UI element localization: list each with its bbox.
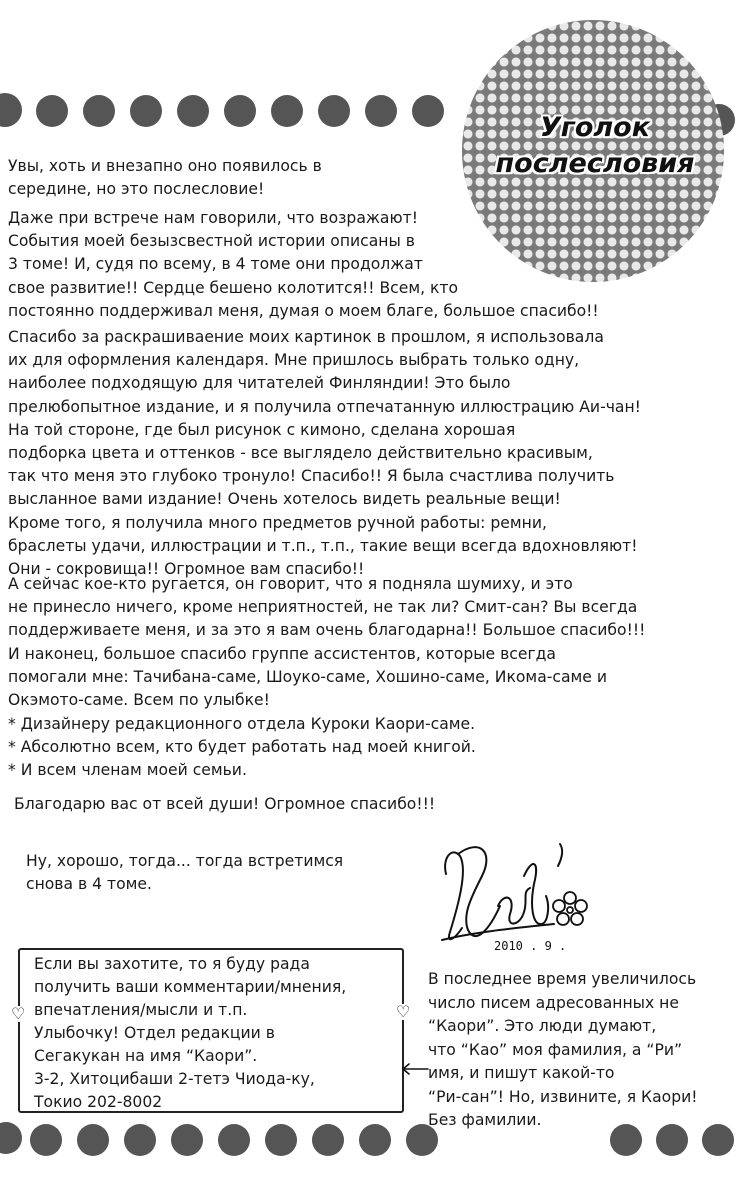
text-line: постоянно поддерживал меня, думая о моем благе, большое спасибо!! — [8, 301, 599, 320]
text-line: И наконец, большое спасибо группе ассистентов, которые всегда — [8, 645, 556, 663]
decorative-dot — [265, 1124, 297, 1156]
text-line: * Абсолютно всем, кто будет работать над моей книгой. — [8, 737, 476, 756]
text-line: Окэмото-саме. Всем по улыбке! — [8, 691, 270, 710]
text-line: Без фамилии. — [428, 1111, 542, 1129]
text-line: А сейчас кое-кто ругается, он говорит, что я подняла шумиху, и это — [8, 575, 573, 593]
text-line: Они - сокровища!! Огромное вам спасибо!! — [8, 560, 365, 579]
text-line: Увы, хоть и внезапно оно появилось в — [8, 157, 322, 175]
decorative-dot — [218, 1124, 250, 1156]
text-line: их для оформления календаря. Мне пришлось выбрать только одну, — [8, 351, 580, 370]
paragraph-meeting — [8, 207, 599, 323]
paragraph-smith — [8, 573, 645, 643]
text-line: подборка цвета и оттенков - все выглядело действительно красивым, — [8, 444, 593, 463]
text-line: Сегакукан на имя “Каори”. — [34, 1047, 258, 1065]
text-line: 3 томе! И, судя по всему, в 4 томе они продолжат — [8, 255, 423, 274]
text-line: прелюбопытное издание, и я получила отпечатанную иллюстрацию Аи-чан! — [8, 397, 641, 416]
thanks-line: Благодарю вас от всей души! Огромное спасибо!!! — [14, 795, 436, 813]
decorative-dot — [124, 1124, 156, 1156]
text-line: снова в 4 томе. — [26, 875, 152, 894]
text-line: На той стороне, где был рисунок с кимоно, сделана хорошая — [8, 420, 516, 439]
heart-icon: ♡ — [396, 1002, 411, 1021]
text-line: помогали мне: Тачибана-саме, Шоуко-саме, Хошино-саме, Икома-саме и — [8, 668, 607, 687]
address-text — [34, 953, 346, 1114]
text-line: Если вы захотите, то я буду рада — [34, 955, 310, 973]
decorative-dot — [130, 95, 162, 127]
text-line: свое развитие!! Сердце бешено колотится!! Всем, кто — [8, 278, 459, 297]
heart-icon: ♡ — [11, 1004, 26, 1023]
page-title — [460, 110, 730, 182]
text-line: середине, но это послесловие! — [8, 180, 265, 199]
decorative-dot — [702, 1124, 734, 1156]
decorative-dot — [171, 1124, 203, 1156]
text-line: События моей безызсвестной истории описаны в — [8, 232, 415, 251]
decorative-dot — [36, 95, 68, 127]
text-line: Улыбочку! Отдел редакции в — [34, 1024, 275, 1042]
decorative-dot — [30, 1124, 62, 1156]
text-line: что “Као” моя фамилия, а “Ри” — [428, 1040, 683, 1059]
decorative-dot — [271, 95, 303, 127]
decorative-dot — [318, 95, 350, 127]
title-line: послесловия — [495, 148, 695, 179]
intro-paragraph — [8, 155, 322, 201]
text-line: поддерживаете меня, и за это я вам очень благодарна!! Большое спасибо!!! — [8, 621, 646, 640]
text-line: наиболее подходящую для читателей Финляндии! Это было — [8, 374, 511, 393]
text-line: Токио 202-8002 — [34, 1093, 163, 1111]
decorative-dot — [0, 1122, 22, 1154]
text-line: Спасибо за раскрашиваение моих картинок в прошлом, я использовала — [8, 328, 604, 346]
decorative-dot — [83, 95, 115, 127]
text-line: имя, и пишут какой-то — [428, 1064, 615, 1082]
decorative-dot — [224, 95, 256, 127]
text-line: 3-2, Хитоцибаши 2-тетэ Чиода-ку, — [34, 1070, 315, 1088]
text-line: получить ваши комментарии/мнения, — [34, 978, 347, 996]
text-line: число писем адресованных не — [428, 993, 679, 1012]
paragraph-assistants — [8, 643, 607, 782]
text-line: Ну, хорошо, тогда... тогда встретимся — [26, 852, 344, 870]
decorative-dot — [359, 1124, 391, 1156]
decorative-dot — [177, 95, 209, 127]
text-line: не принесло ничего, кроме неприятностей, не так ли? Смит-сан? Вы всегда — [8, 598, 638, 617]
decorative-dot — [365, 95, 397, 127]
text-line: так что меня это глубоко тронуло! Спасибо!! Я была счастлива получить — [8, 467, 615, 486]
decorative-dot — [0, 93, 22, 127]
text-line: * И всем членам моей семьи. — [8, 761, 247, 780]
decorative-dot — [77, 1124, 109, 1156]
author-signature — [424, 836, 594, 966]
text-line: впечатления/мысли и т.п. — [34, 1001, 248, 1019]
decorative-dot — [412, 95, 444, 127]
text-line: “Каори”. Это люди думают, — [428, 1017, 657, 1035]
text-line: * Дизайнеру редакционного отдела Куроки Каори-саме. — [8, 714, 476, 733]
farewell-paragraph — [26, 850, 343, 896]
paragraph-calendar — [8, 326, 641, 581]
text-line: высланное вами издание! Очень хотелось видеть реальные вещи! — [8, 490, 561, 509]
text-line: Кроме того, я получила много предметов ручной работы: ремни, — [8, 513, 547, 532]
text-line: “Ри-сан”! Но, извините, я Каори! — [428, 1087, 698, 1106]
decorative-dot — [312, 1124, 344, 1156]
arrow-left-icon — [400, 1062, 430, 1076]
side-note — [428, 968, 698, 1133]
title-line: Уголок — [539, 112, 651, 143]
flower-icon — [553, 892, 587, 925]
text-line: В последнее время увеличилось — [428, 970, 697, 988]
signature-date: 2010 . 9 . — [494, 939, 567, 953]
text-line: Даже при встрече нам говорили, что возражают! — [8, 209, 418, 227]
text-line: браслеты удачи, иллюстрации и т.п., т.п., такие вещи всегда вдохновляют! — [8, 536, 638, 555]
